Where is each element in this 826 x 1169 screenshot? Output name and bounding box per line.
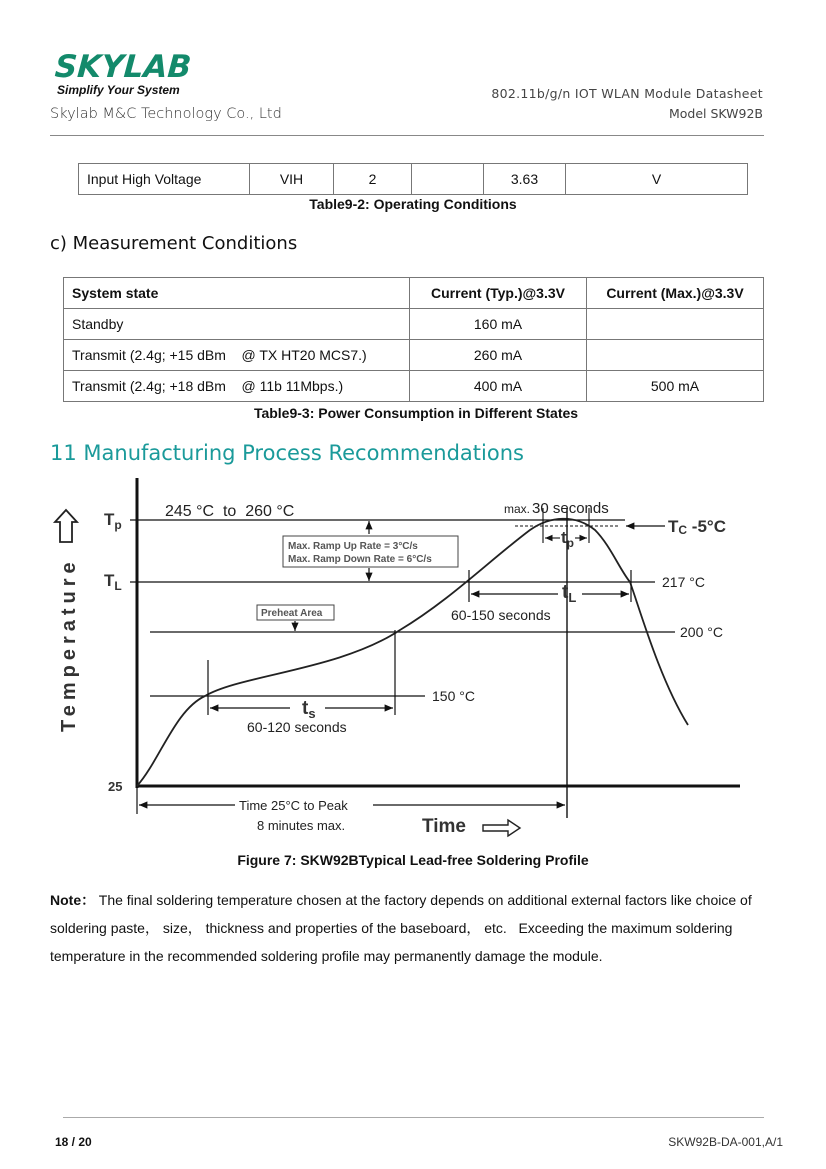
table-cell: V [566,164,748,195]
skylab-logo [55,50,205,97]
table-row [64,371,764,402]
column-header: Current (Max.)@3.3V [587,278,764,309]
column-header: System state [64,278,410,309]
table-caption: Table9-3: Power Consumption in Different States [253,405,579,421]
preheat-min-label: 150 °C [432,688,475,704]
table-cell: Transmit (2.4g; +18 dBm @ 11b 11Mbps.) [64,371,410,402]
logo-tagline: Simplify Your System [57,83,180,97]
y-axis-label [55,510,80,732]
model-number: Model SKW92B [668,106,763,121]
tick-label-tp: $T_p$ [104,510,122,532]
table-cell: 160 mA [410,309,587,340]
note-text: The final soldering temperature chosen at the factory depends on additional external factors like choice of soldering paste， size， thickness and properties of the baseboard， etc. Exceeding the maximum soldering temperature in the recommended soldering profile may permanently damage the module. [50,892,752,964]
power-consumption-table [63,277,764,402]
right-arrow-icon [483,820,520,836]
soldering-profile-chart [40,470,800,840]
document-title: 802.11b/g/n IOT WLAN Module Datasheet [491,86,763,101]
tc-label: TC -5°C [668,517,726,537]
document-code: SKW92B-DA-001,A/1 [668,1135,783,1149]
table-cell [412,164,484,195]
preheat-area-text: Preheat Area [261,608,323,619]
tl-time-label: 60-150 seconds [451,607,551,623]
table-cell: 260 mA [410,340,587,371]
preheat-max-label: 200 °C [680,624,723,640]
table-header-row [64,278,764,309]
tp-range-label: 245 °C to 260 °C [165,503,295,520]
table-cell: Transmit (2.4g; +15 dBm @ TX HT20 MCS7.) [64,340,410,371]
company-name: Skylab M&C Technology Co., Ltd [50,106,282,122]
table-row [64,340,764,371]
table-cell: Standby [64,309,410,340]
logo-wordmark: SKYLAB [53,49,193,85]
table-cell [587,309,764,340]
x-axis-title: Time [422,816,467,837]
ramp-up-text: Max. Ramp Up Rate = 3°C/s [288,541,418,552]
tl-label: $t_L$ [562,582,577,605]
section-heading: c) Measurement Conditions [50,233,298,254]
time-to-peak-label: Time 25°C to Peak [239,798,348,813]
up-arrow-icon [55,510,77,542]
note-paragraph [50,886,790,970]
table-row [79,164,748,195]
ts-label: $t_s$ [302,698,316,721]
table-cell: VIH [250,164,334,195]
header-divider [50,135,764,136]
table-cell [587,340,764,371]
figure-caption: Figure 7: SKW92BTypical Lead-free Soldering Profile [237,852,589,868]
note-label: Note： [50,892,96,908]
section-heading: 11 Manufacturing Process Recommendations [50,441,524,465]
ts-time-label: 60-120 seconds [247,719,347,735]
y-axis-title: Temperature [58,557,80,732]
tick-label-tl: $T_L$ [104,571,122,593]
tp-label: $t_p$ [561,528,575,550]
footer-divider [63,1117,764,1118]
operating-conditions-table [78,163,748,195]
table-cell: Input High Voltage [79,164,250,195]
tp-time-label: max. 30 seconds [504,500,609,517]
page-number: 18 / 20 [55,1135,92,1149]
time-to-peak-max-label: 8 minutes max. [257,818,346,833]
table-cell: 3.63 [484,164,566,195]
tick-label-25: 25 [108,779,123,794]
table-cell: 500 mA [587,371,764,402]
table-cell: 2 [334,164,412,195]
table-cell: 400 mA [410,371,587,402]
column-header: Current (Typ.)@3.3V [410,278,587,309]
ramp-down-text: Max. Ramp Down Rate = 6°C/s [288,554,432,565]
tl-temp-label: 217 °C [662,574,705,590]
table-caption: Table9-2: Operating Conditions [309,196,517,212]
table-row [64,309,764,340]
